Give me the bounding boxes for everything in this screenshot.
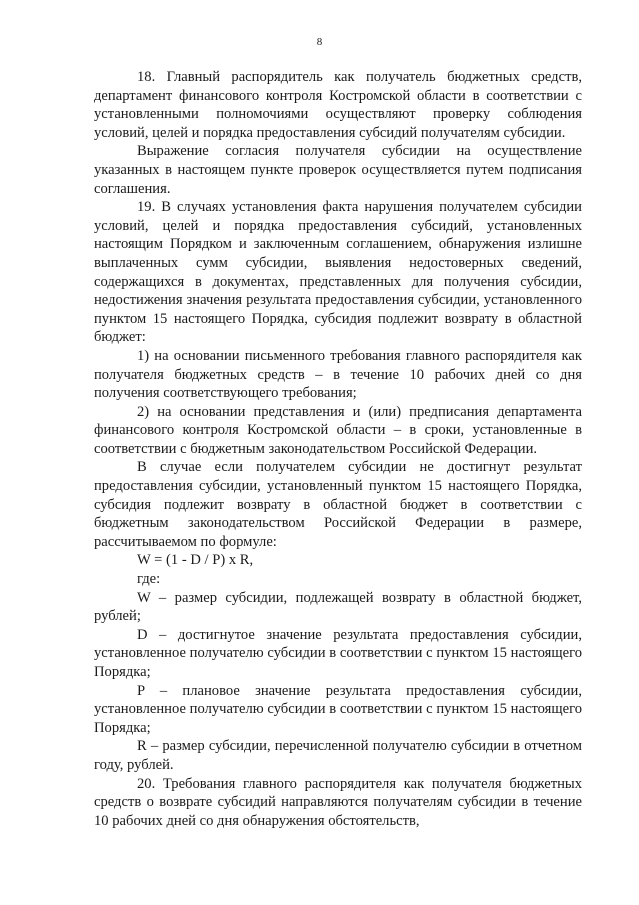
definition-d: D – достигнутое значение результата предоставления субсидии, установленное получателю субсидии в соответствии с пунктом 15 настоящего Порядка;	[94, 626, 582, 680]
formula: W = (1 - D / P) x R,	[137, 552, 254, 569]
definition-p: P – плановое значение результата предоставления субсидии, установленное получателю субсидии в соответствии с пунктом 15 настоящего Порядка;	[94, 682, 582, 736]
definition-r: R – размер субсидии, перечисленной получателю субсидии в отчетном году, рублей.	[94, 738, 582, 773]
paragraph-18: 18. Главный распорядитель как получатель бюджетных средств, департамент финансового контроля Костромской области в соответствии с установленными полномочиями осуществляют проверку соблюдения условий, целей и порядка предоставления субсидий получателям субсидии.	[94, 69, 582, 141]
paragraph-19-item-2: 2) на основании представления и (или) предписания департамента финансового контроля Костромской области – в сроки, установленные в соответствии с бюджетным законодательством Российской Федерации.	[94, 403, 582, 457]
document-body	[94, 68, 582, 830]
paragraph-20: 20. Требования главного распорядителя как получателя бюджетных средств о возврате субсидий направляются получателям субсидии в течение 10 рабочих дней со дня обнаружения обстоятельств,	[94, 775, 582, 829]
paragraph-19-item-1: 1) на основании письменного требования главного распорядителя как получателя бюджетных средств – в течение 10 рабочих дней со дня получения соответствующего требования;	[94, 347, 582, 402]
definition-w: W – размер субсидии, подлежащей возврату в областной бюджет, рублей;	[94, 589, 582, 625]
paragraph-19-return-case: В случае если получателем субсидии не достигнут результат предоставления субсидии, установленный пунктом 15 настоящего Порядка, субсидия подлежит возврату в областной бюджет в соответствии с бюджетным законодательством Российской Федерации в размере, рассчитываемом по формуле:	[94, 459, 582, 550]
page-number: 8	[316, 36, 323, 48]
paragraph-18-consent: Выражение согласия получателя субсидии на осуществление указанных в настоящем пункте проверок осуществляется путем подписания соглашения.	[94, 143, 582, 197]
paragraph-19: 19. В случаях установления факта нарушения получателем субсидии условий, целей и порядка предоставления субсидий, установленных настоящим Порядком и заключенным соглашением, обнаружения излишне выплаченных сумм субсидии, выявления недостоверных сведений, содержащихся в документах, представленных для получения субсидии, недостижения значения результата предоставления субсидии, установленного пунктом 15 настоящего Порядка, субсидия подлежит возврату в областной бюджет:	[94, 199, 582, 346]
where-label: где:	[137, 571, 161, 588]
